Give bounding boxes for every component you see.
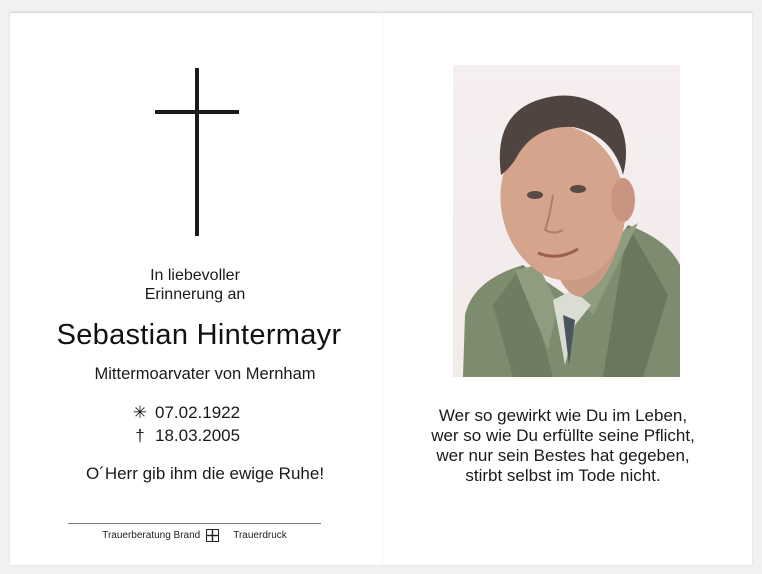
- death-date-row: [125, 424, 325, 447]
- deceased-name: Sebastian Hintermayr: [56, 319, 342, 351]
- deceased-title: Mittermoarvater von Mernham: [94, 365, 316, 383]
- memorial-verse: [403, 406, 723, 486]
- verse-line: wer so wie Du erfüllte seine Pflicht,: [431, 426, 695, 445]
- birth-star-icon: ✳: [132, 403, 148, 422]
- verse-line: Wer so gewirkt wie Du im Leben,: [438, 406, 688, 425]
- memorial-card: [10, 12, 752, 565]
- footer-left-text: Trauerberatung Brand: [102, 530, 201, 541]
- verse-line: stirbt selbst im Tode nicht.: [465, 466, 661, 485]
- intro-line: In liebevoller: [150, 267, 240, 284]
- intro-line: Erinnerung an: [144, 286, 246, 303]
- printer-footer: [68, 529, 321, 542]
- life-dates: [125, 401, 325, 447]
- verse-line: wer nur sein Bestes hat gegeben,: [436, 446, 690, 465]
- cross-icon: [155, 68, 239, 236]
- death-date: 18.03.2005: [155, 426, 241, 445]
- printer-logo-icon: [206, 529, 219, 542]
- birth-date-row: [125, 401, 325, 424]
- birth-date: 07.02.1922: [155, 403, 241, 422]
- card-fold: [382, 13, 383, 565]
- footer-divider: [68, 523, 321, 524]
- intro-text: [70, 266, 320, 304]
- death-cross-icon: †: [135, 426, 145, 445]
- prayer-text: O´Herr gib ihm die ewige Ruhe!: [85, 464, 325, 483]
- portrait-photo: [453, 65, 680, 377]
- footer-right-text: Trauerdruck: [233, 530, 287, 541]
- portrait-illustration: [453, 65, 680, 377]
